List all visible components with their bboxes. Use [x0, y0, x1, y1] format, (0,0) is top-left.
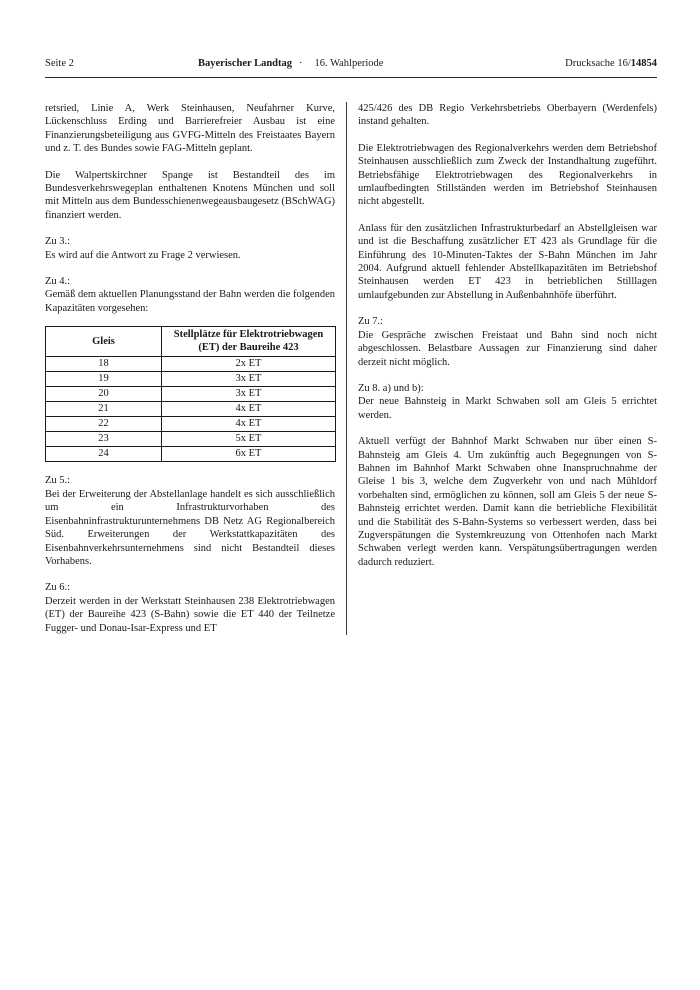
section-label: Zu 7.: — [358, 316, 384, 328]
table-cell: 6x ET — [162, 447, 336, 462]
text-block — [358, 315, 657, 369]
table-header-row — [46, 327, 336, 357]
text-block — [45, 275, 335, 315]
table-cell: 3x ET — [162, 387, 336, 402]
section-label: Zu 6.: — [45, 582, 71, 594]
table-cell: 5x ET — [162, 432, 336, 447]
table-row — [46, 402, 336, 417]
table-header-cell: Gleis — [46, 327, 162, 357]
paragraph: 425/426 des DB Regio Verkehrsbetriebs Oberbayern (Werdenfels) instand gehalten. — [358, 103, 657, 128]
table-row — [46, 432, 336, 447]
table-block — [45, 326, 335, 462]
text-block — [358, 142, 657, 209]
text-block — [45, 474, 335, 568]
table-cell: 4x ET — [162, 417, 336, 432]
section-label: Zu 3.: — [45, 236, 71, 248]
section-label: Zu 5.: — [45, 475, 71, 487]
section-label: Zu 4.: — [45, 276, 71, 288]
doc-number-bold: 14854 — [630, 58, 657, 69]
table-cell: 21 — [46, 402, 162, 417]
paragraph: Anlass für den zusätzlichen Infrastrukturbedarf an Abstellgleisen war und ist die Beschaffung zusätzlicher ET 423 als Grundlage für die Einführung des 10-Minuten-Taktes der S-Bahn München im Jahr 2004. Aufgrund aktuell fehlender Abstellkapazitäten im Betriebshof Steinhausen werden ET 423 in betrieblichen Stilllagen umlaufgebunden zur Abstellung in Außenbahnhöfe überführt. — [358, 222, 657, 301]
paragraph: Aktuell verfügt der Bahnhof Markt Schwaben nur über einen S-Bahnsteig am Gleis 4. Um zukünftig auch Begegnungen von S-Bahnen im Bahnhof Markt Schwaben ohne Inanspruchnahme der Gleise 1 bis 3, welche dem Zugverkehr von und nach Mühldorf vorbehalten sind, ermöglichen zu können, soll am Gleis 5 der neue S-Bahnsteig errichtet werden. Damit kann die betriebliche Flexibilität und die Stabilität des S-Bahn-Systems so verbessert werden, dass bei Zugverspätungen die Systemkreuzung von Ottenhofen nach Markt Schwaben verlegt werden kann. Verspätungsübertragungen werden dadurch reduziert. — [358, 436, 657, 568]
header-separator-dot: · — [299, 58, 303, 69]
two-column-body — [45, 102, 657, 635]
page-header — [45, 57, 657, 78]
text-block — [358, 222, 657, 302]
section-label: Zu 8. a) und b): — [358, 382, 424, 394]
capacity-table — [45, 326, 336, 462]
paragraph: Der neue Bahnsteig in Markt Schwaben soll am Gleis 5 errichtet werden. — [358, 396, 657, 421]
paragraph: Die Gespräche zwischen Freistaat und Bahn sind noch nicht abgeschlossen. Belastbare Aussagen zur Finanzierung sind daher derzeit nicht möglich. — [358, 329, 657, 368]
header-center — [198, 57, 383, 70]
parliament-name: Bayerischer Landtag — [198, 58, 293, 69]
text-block — [358, 435, 657, 569]
table-row — [46, 447, 336, 462]
table-row — [46, 387, 336, 402]
text-block — [45, 581, 335, 635]
text-block — [45, 169, 335, 223]
doc-label: Drucksache 16/ — [565, 58, 631, 69]
paragraph: Bei der Erweiterung der Abstellanlage handelt es sich ausschließlich um ein Infrastrukturvorhaben des Eisenbahninfrastrukturunternehmens DB Netz AG Regionalbereich Süd. Erweiterungen der Werkstattkapazitäten des Eisenbahnverkehrsunternehmens sind nicht Bestandteil dieses Vorhabens. — [45, 488, 335, 567]
paragraph: Die Walpertskirchner Spange ist Bestandteil des im Bundesverkehrswegeplan enthaltenen Knotens München und soll mit Mitteln aus dem Bundesschienenwegeausbaugesetz (BSchWAG) finanziert werden. — [45, 169, 335, 221]
table-header-cell: Stellplätze für Elektrotriebwagen (ET) der Baureihe 423 — [162, 327, 336, 357]
paragraph: Derzeit werden in der Werkstatt Steinhausen 238 Elektrotriebwagen (ET) der Baureihe 423 (S-Bahn) sowie die ET 440 der Teilnetze Fugger- und Donau-Isar-Express und ET — [45, 595, 335, 634]
table-cell: 3x ET — [162, 372, 336, 387]
text-block — [45, 102, 335, 156]
paragraph: retsried, Linie A, Werk Steinhausen, Neufahrner Kurve, Lückenschluss Erding und Barrierefreier Ausbau ist eine Finanzierungsbeteiligung aus GVFG-Mitteln des Freistaates Bayern und z. T. des Bundes sowie FAG-Mitteln geplant. — [45, 103, 335, 155]
table-cell: 20 — [46, 387, 162, 402]
document-number — [565, 57, 657, 70]
table-row — [46, 417, 336, 432]
left-column — [45, 102, 335, 635]
table-cell: 2x ET — [162, 357, 336, 372]
table-cell: 23 — [46, 432, 162, 447]
table-cell: 4x ET — [162, 402, 336, 417]
text-block — [45, 235, 335, 262]
paragraph: Die Elektrotriebwagen des Regionalverkehrs werden dem Betriebshof Steinhausen ausschließlich zum Zweck der Instandhaltung zugeführt. Betriebsfähige Elektrotriebwagen des Regionalverkehrs in umlaufbedingten Stillständen werden im Betriebshof Steinhausen nicht abgestellt. — [358, 142, 657, 208]
page-number: Seite 2 — [45, 58, 74, 69]
table-row — [46, 357, 336, 372]
table-cell: 18 — [46, 357, 162, 372]
paragraph: Es wird auf die Antwort zu Frage 2 verwiesen. — [45, 249, 241, 261]
legislative-period: 16. Wahlperiode — [314, 58, 384, 69]
table-cell: 24 — [46, 447, 162, 462]
table-cell: 22 — [46, 417, 162, 432]
paragraph: Gemäß dem aktuellen Planungsstand der Bahn werden die folgenden Kapazitäten vorgesehen: — [45, 289, 335, 314]
text-block — [358, 102, 657, 129]
table-row — [46, 372, 336, 387]
text-block — [358, 382, 657, 422]
right-column — [347, 102, 657, 635]
table-cell: 19 — [46, 372, 162, 387]
